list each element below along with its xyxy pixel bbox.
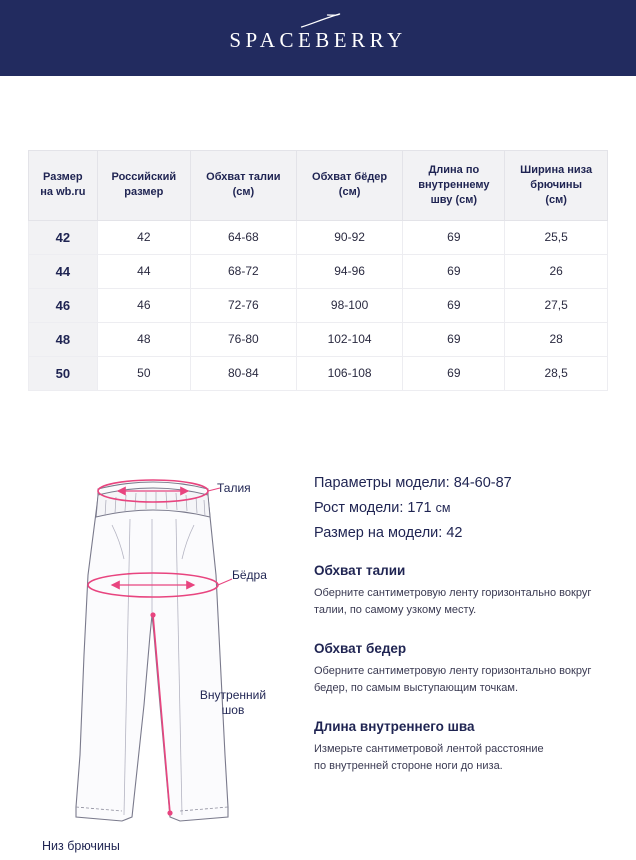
page-header xyxy=(0,0,636,76)
size-table-container xyxy=(28,150,608,391)
header-line: Обхват бёдер xyxy=(312,171,388,184)
table-row xyxy=(29,254,608,288)
header-line: Ширина низа xyxy=(520,164,593,176)
header-line: размер xyxy=(124,186,164,199)
brand-logo xyxy=(229,24,406,53)
cell-waist: 76-80 xyxy=(190,322,296,356)
guide-title-inseam: Длина внутреннего шва xyxy=(314,718,475,734)
model-height-value: 171 xyxy=(407,499,432,516)
label-inseam xyxy=(178,688,288,718)
header-line: (см) xyxy=(338,186,361,199)
cell-ru-size: 46 xyxy=(97,288,190,322)
guide-text-line: талии, по самому узкому месту. xyxy=(314,603,477,616)
measurement-info xyxy=(306,455,614,860)
cell-inseam: 69 xyxy=(403,254,505,288)
cell-hem-width: 27,5 xyxy=(505,288,608,322)
guide-text-waist xyxy=(314,585,614,619)
header-line: Обхват талии xyxy=(206,171,281,184)
swash-icon xyxy=(300,11,344,36)
header-line: брючины xyxy=(530,178,582,191)
guide-title-waist: Обхват талии xyxy=(314,562,406,578)
guide-text-line: по внутренней стороне ноги до низа. xyxy=(314,759,503,772)
model-size-line xyxy=(314,525,614,541)
header-line: Длина по xyxy=(428,164,480,176)
model-height-unit: см xyxy=(435,500,451,515)
column-header-hips xyxy=(296,151,403,221)
cell-inseam: 69 xyxy=(403,356,505,390)
cell-hem-width: 25,5 xyxy=(505,220,608,254)
model-params-label: Параметры модели: xyxy=(314,474,450,491)
cell-ru-size: 42 xyxy=(97,220,190,254)
trousers-illustration xyxy=(20,455,306,855)
cell-hem-width: 28 xyxy=(505,322,608,356)
label-inseam-line1: Внутренний xyxy=(199,687,267,702)
cell-size: 42 xyxy=(29,220,98,254)
cell-hips: 98-100 xyxy=(296,288,403,322)
table-row xyxy=(29,220,608,254)
label-inseam-line2: шов xyxy=(221,702,245,717)
guide-block-inseam xyxy=(314,719,614,775)
column-header-hem-width xyxy=(505,151,608,221)
guide-text-line: Оберните сантиметровую ленту горизонтально вокруг xyxy=(314,664,592,677)
size-table-head xyxy=(29,151,608,221)
size-table xyxy=(28,150,608,391)
table-row xyxy=(29,288,608,322)
label-waist: Талия xyxy=(217,480,251,495)
brand-name: SPACEBERRY xyxy=(229,27,407,52)
label-hem: Низ брючины xyxy=(42,838,120,853)
model-size-label: Размер на модели: xyxy=(314,524,443,541)
cell-hem-width: 26 xyxy=(505,254,608,288)
cell-ru-size: 48 xyxy=(97,322,190,356)
cell-size: 44 xyxy=(29,254,98,288)
guide-title-hips: Обхват бедер xyxy=(314,640,407,656)
guide-block-waist xyxy=(314,563,614,619)
guide-text-line: Оберните сантиметровую ленту горизонтально вокруг xyxy=(314,586,592,599)
cell-waist: 68-72 xyxy=(190,254,296,288)
header-line: внутреннему xyxy=(418,178,490,191)
cell-hips: 94-96 xyxy=(296,254,403,288)
guide-text-hips xyxy=(314,663,614,697)
header-line: Российский xyxy=(111,171,177,184)
cell-ru-size: 50 xyxy=(97,356,190,390)
model-params-line xyxy=(314,475,614,491)
model-height-line xyxy=(314,500,614,516)
model-height-label: Рост модели: xyxy=(314,499,404,516)
table-header-row xyxy=(29,151,608,221)
cell-hips: 90-92 xyxy=(296,220,403,254)
table-row xyxy=(29,356,608,390)
column-header-wb-size xyxy=(29,151,98,221)
guide-text-line: Измерьте сантиметровой лентой расстояние xyxy=(314,742,544,755)
guide-text-inseam xyxy=(314,741,614,775)
header-line: на wb.ru xyxy=(40,186,86,199)
model-size-value: 42 xyxy=(446,524,463,541)
cell-ru-size: 44 xyxy=(97,254,190,288)
guide-block-hips xyxy=(314,641,614,697)
cell-hips: 102-104 xyxy=(296,322,403,356)
label-hips: Бёдра xyxy=(232,567,267,582)
cell-size: 46 xyxy=(29,288,98,322)
cell-hem-width: 28,5 xyxy=(505,356,608,390)
header-line: (см) xyxy=(545,193,567,206)
column-header-ru-size xyxy=(97,151,190,221)
cell-size: 48 xyxy=(29,322,98,356)
table-row xyxy=(29,322,608,356)
cell-inseam: 69 xyxy=(403,288,505,322)
cell-size: 50 xyxy=(29,356,98,390)
column-header-inseam xyxy=(403,151,505,221)
header-line: (см) xyxy=(232,186,255,199)
model-params-value: 84-60-87 xyxy=(453,474,512,491)
size-table-body xyxy=(29,220,608,390)
cell-waist: 80-84 xyxy=(190,356,296,390)
cell-inseam: 69 xyxy=(403,220,505,254)
cell-waist: 64-68 xyxy=(190,220,296,254)
guide-text-line: бедер, по самым выступающим точкам. xyxy=(314,681,519,694)
cell-hips: 106-108 xyxy=(296,356,403,390)
cell-waist: 72-76 xyxy=(190,288,296,322)
trousers-diagram xyxy=(20,455,306,860)
column-header-waist xyxy=(190,151,296,221)
measurement-guide-section xyxy=(0,455,636,860)
header-line: шву (см) xyxy=(430,193,478,206)
header-line: Размер xyxy=(43,171,83,184)
cell-inseam: 69 xyxy=(403,322,505,356)
